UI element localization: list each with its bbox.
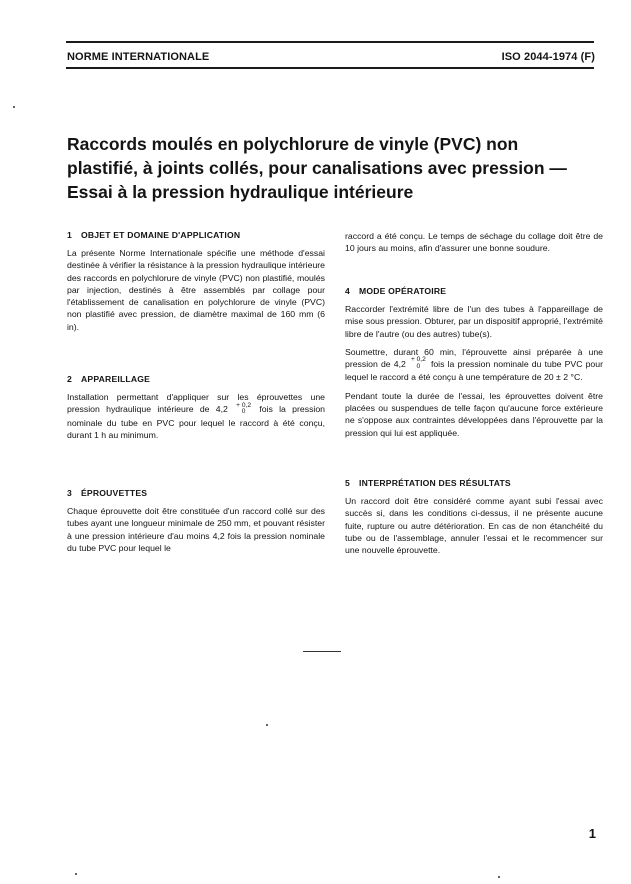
section-paragraph: Chaque éprouvette doit être constituée d'un raccord collé sur des tubes ayant une longueur minimale de 250 mm, et pouvant résister à une pression intérieure d'au moins 4,2 fois la pression nominale du tube PVC pour lequel le — [67, 506, 325, 553]
page-number: 1 — [588, 826, 596, 841]
tolerance-upper: + 0,2 — [410, 356, 426, 364]
header-standard-type: NORME INTERNATIONALE — [67, 51, 210, 63]
section-heading — [345, 478, 603, 488]
section-paragraph: Raccorder l'extrémité libre de l'un des tubes à l'appareillage de mise sous pression. Obturer, par un dispositif approprié, l'extrémité libre de l'autre (ou des autres) tube(s). — [345, 304, 603, 339]
section-4 — [345, 286, 603, 445]
header-top-rule — [66, 41, 594, 43]
section-5 — [345, 478, 603, 562]
section-paragraph: raccord a été conçu. Le temps de séchage du collage doit être de 10 jours au moins, afin d'assurer une bonne soudure. — [345, 231, 603, 254]
section-number: 4 — [345, 286, 350, 296]
section-title: ÉPROUVETTES — [81, 488, 148, 498]
section-number: 2 — [67, 374, 72, 384]
tolerance-fraction — [411, 357, 426, 370]
section-heading — [67, 374, 325, 384]
section-title: APPAREILLAGE — [81, 374, 151, 384]
section-title: INTERPRÉTATION DES RÉSULTATS — [359, 478, 511, 488]
tolerance-upper: + 0,2 — [236, 401, 252, 409]
scan-dot — [498, 876, 500, 878]
header-standard-number: ISO 2044-1974 (F) — [501, 51, 595, 63]
section-heading — [67, 488, 325, 498]
scan-dot — [13, 106, 15, 108]
tolerance-lower: 0 — [416, 362, 421, 370]
section-paragraph: Pendant toute la durée de l'essai, les éprouvettes doivent être placées ou suspendues de telle façon qu'aucune force extérieure ne s'oppose aux contraintes développées dans l'éprouvette par la pression qui lui est appliquée. — [345, 390, 603, 438]
section-3-continued — [345, 230, 603, 261]
paragraph-text: fois la pression nominale du tube en PVC pour lequel le raccord à été conçu, durant 1 h au minimum. — [67, 404, 325, 440]
section-number: 1 — [67, 230, 72, 240]
scan-dot — [266, 724, 268, 726]
paragraph-text: fois la pression nominale du tube PVC pour lequel le raccord a été conçu à une température de 20 ± 2 °C. — [345, 359, 603, 383]
section-3 — [67, 488, 325, 560]
section-number: 5 — [345, 478, 350, 488]
section-heading — [67, 230, 325, 240]
section-1 — [67, 230, 325, 339]
scan-dot — [75, 873, 77, 875]
section-2 — [67, 374, 325, 447]
section-title: MODE OPÉRATOIRE — [359, 286, 447, 296]
section-heading — [345, 286, 603, 296]
section-paragraph: Un raccord doit être considéré comme ayant subi l'essai avec succès si, dans les conditions ci-dessus, il ne présente aucune fuite, rupture ou autre détérioration. En cas de non étanchéité du tube ou de l'assemblage, annuler l'essai et le recommencer sur une nouvelle éprouvette. — [345, 496, 603, 556]
paragraph-text: Soumettre, durant 60 min, l'éprouvette ainsi préparée à une pression de 4,2 — [345, 346, 603, 370]
paragraph-text: Installation permettant d'appliquer sur les éprouvettes une pression hydraulique intérieure de 4,2 — [67, 392, 325, 415]
section-paragraph: La présente Norme Internationale spécifie une méthode d'essai destinée à vérifier la résistance à la pression hydraulique intérieure des raccords en polychlorure de vinyle (PVC) non plastifié, moulés par injection, destinés à être assemblés par collage pour l'établissement de canalisation en polychlorure de vinyle (PVC) non plastifié avec pression, de diamètre maximal de 160 mm (6 in). — [67, 248, 325, 332]
section-paragraph — [345, 346, 603, 384]
header-bottom-rule — [66, 67, 594, 69]
end-of-text-rule — [303, 651, 341, 652]
document-title: Raccords moulés en polychlorure de vinyle (PVC) non plastifié, à joints collés, pour canalisations avec pression — Essai à la pression hydraulique intérieure — [67, 134, 567, 202]
section-paragraph — [67, 391, 325, 441]
section-number: 3 — [67, 488, 72, 498]
tolerance-lower: 0 — [241, 408, 246, 415]
tolerance-fraction — [236, 403, 251, 416]
section-title: OBJET ET DOMAINE D'APPLICATION — [81, 230, 241, 240]
